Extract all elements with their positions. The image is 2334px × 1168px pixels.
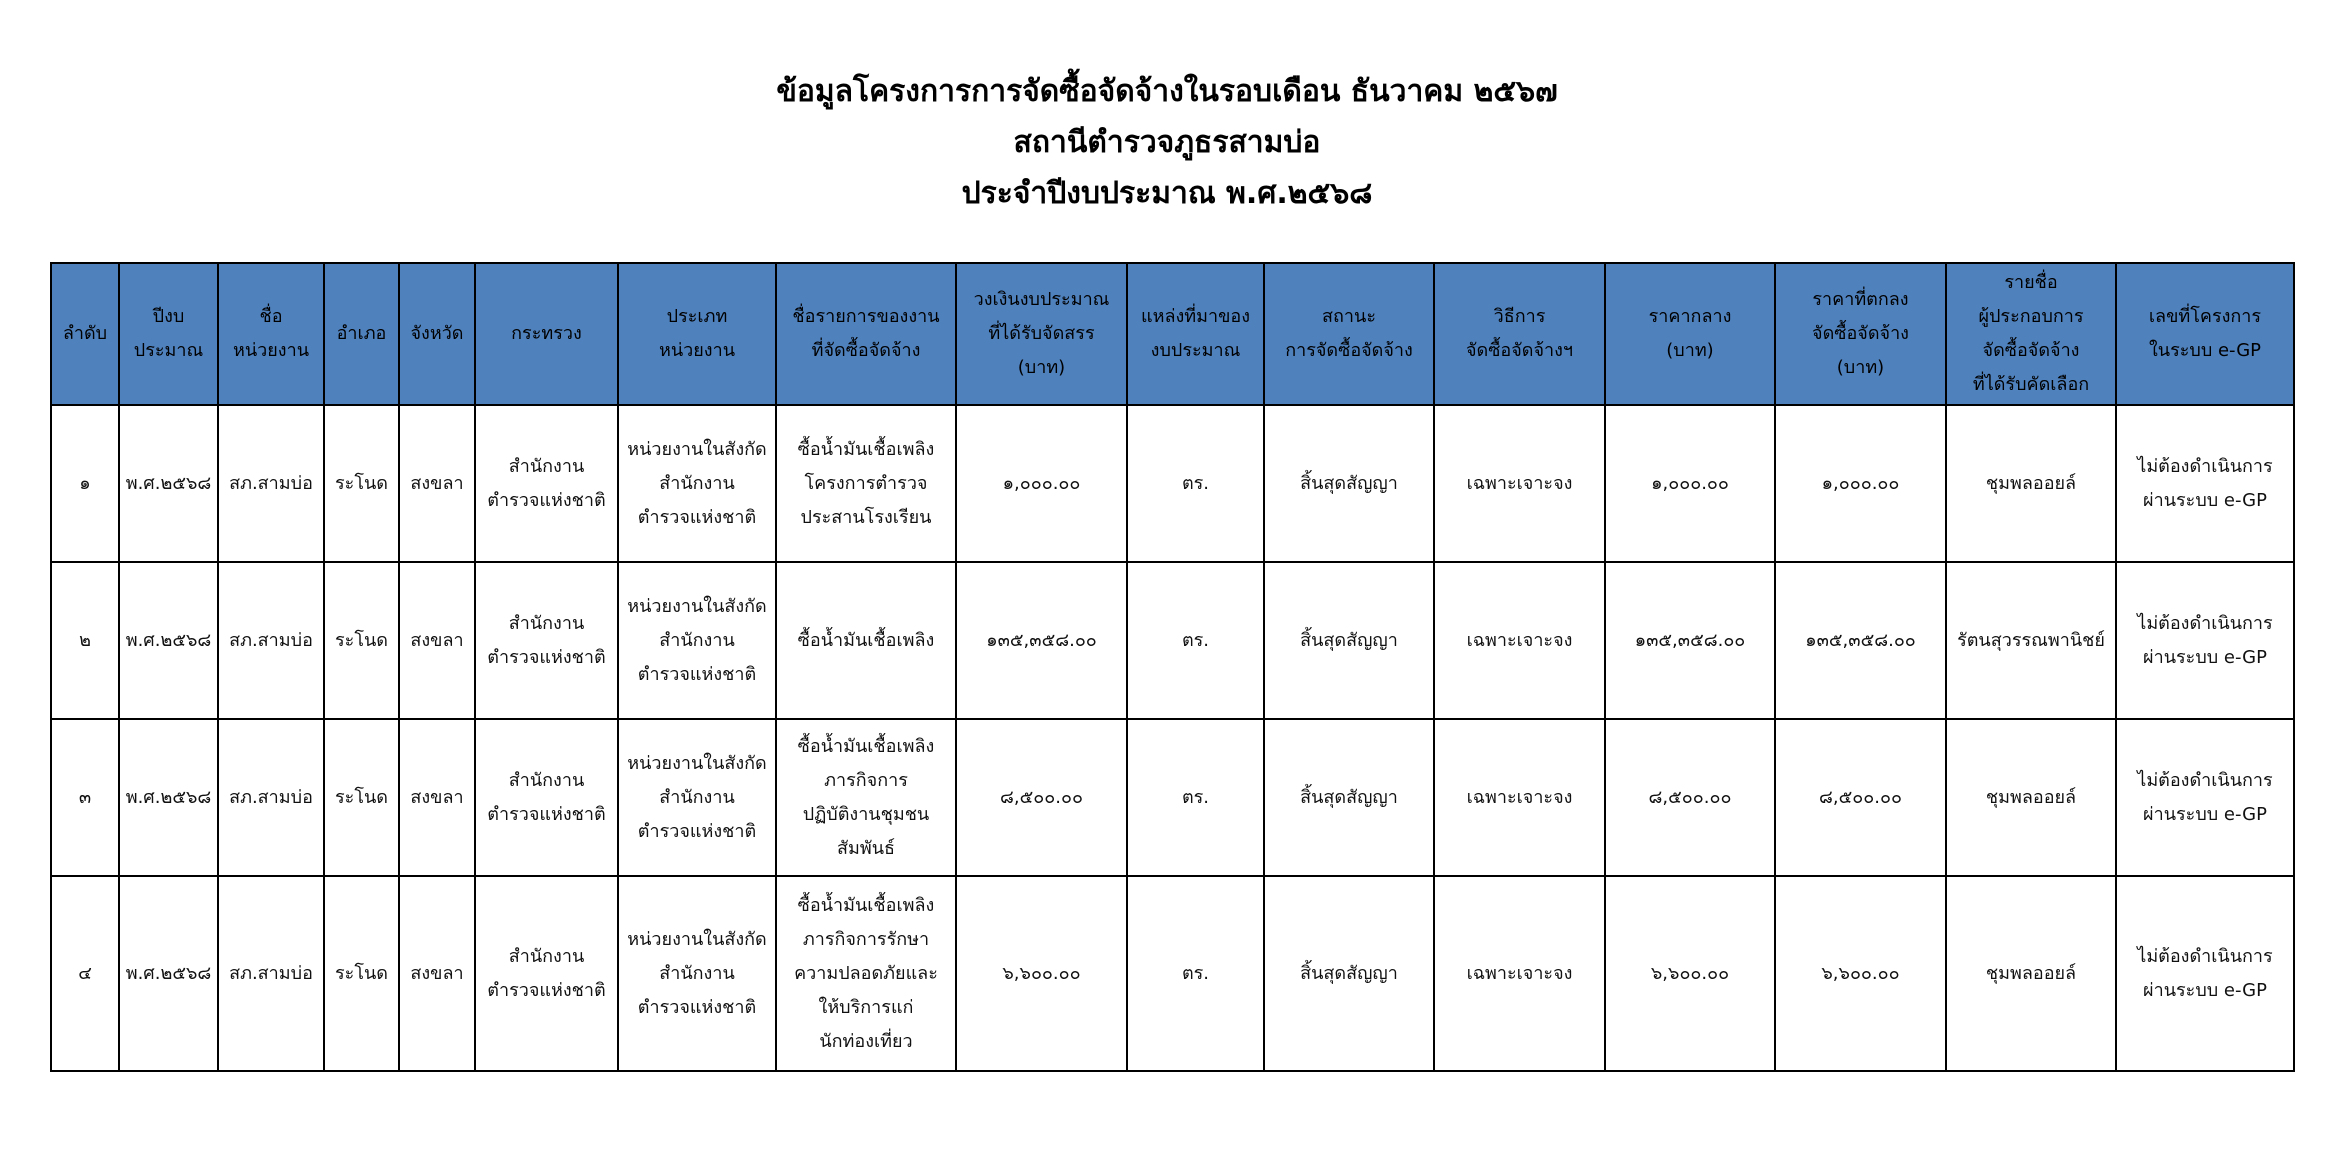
cell-province: สงขลา xyxy=(399,719,475,876)
header-egp-number: เลขที่โครงการ ในระบบ e-GP xyxy=(2116,263,2294,405)
table-header-row xyxy=(51,263,2294,405)
header-agency: ชื่อ หน่วยงาน xyxy=(218,263,324,405)
fiscal-year-title: ประจำปีงบประมาณ พ.ศ.๒๕๖๘ xyxy=(961,176,1373,211)
cell-agency-type: หน่วยงานในสังกัด สำนักงาน ตำรวจแห่งชาติ xyxy=(618,876,776,1071)
cell-agreed-price: ๘,๕๐๐.๐๐ xyxy=(1775,719,1946,876)
procurement-table xyxy=(50,262,2295,1072)
cell-ministry: สำนักงาน ตำรวจแห่งชาติ xyxy=(475,405,618,562)
cell-vendor: รัตนสุวรรณพานิชย์ xyxy=(1946,562,2116,719)
document-title: ข้อมูลโครงการการจัดซื้อจัดจ้างในรอบเดือน ธันวาคม ๒๕๖๗ xyxy=(776,74,1558,109)
table-row xyxy=(51,405,2294,562)
cell-vendor: ชุมพลออยล์ xyxy=(1946,876,2116,1071)
cell-budget-source: ตร. xyxy=(1127,719,1264,876)
cell-province: สงขลา xyxy=(399,876,475,1071)
cell-status: สิ้นสุดสัญญา xyxy=(1264,876,1434,1071)
header-item: ชื่อรายการของงาน ที่จัดซื้อจัดจ้าง xyxy=(776,263,956,405)
cell-district: ระโนด xyxy=(324,876,399,1071)
cell-agency-type: หน่วยงานในสังกัด สำนักงาน ตำรวจแห่งชาติ xyxy=(618,562,776,719)
cell-district: ระโนด xyxy=(324,405,399,562)
cell-median-price: ๑๓๕,๓๕๘.๐๐ xyxy=(1605,562,1775,719)
cell-agency: สภ.สามบ่อ xyxy=(218,876,324,1071)
header-method: วิธีการ จัดซื้อจัดจ้างฯ xyxy=(1434,263,1605,405)
cell-fiscal-year: พ.ศ.๒๕๖๘ xyxy=(119,719,218,876)
header-agency-type: ประเภท หน่วยงาน xyxy=(618,263,776,405)
cell-budget: ๑,๐๐๐.๐๐ xyxy=(956,405,1127,562)
cell-budget: ๑๓๕,๓๕๘.๐๐ xyxy=(956,562,1127,719)
header-vendor: รายชื่อ ผู้ประกอบการ จัดซื้อจัดจ้าง ที่ได้รับคัดเลือก xyxy=(1946,263,2116,405)
cell-median-price: ๖,๖๐๐.๐๐ xyxy=(1605,876,1775,1071)
cell-agency-type: หน่วยงานในสังกัด สำนักงาน ตำรวจแห่งชาติ xyxy=(618,405,776,562)
cell-no: ๓ xyxy=(51,719,119,876)
header-status: สถานะ การจัดซื้อจัดจ้าง xyxy=(1264,263,1434,405)
header-agreed-price: ราคาที่ตกลง จัดซื้อจัดจ้าง (บาท) xyxy=(1775,263,1946,405)
cell-fiscal-year: พ.ศ.๒๕๖๘ xyxy=(119,876,218,1071)
station-name: สถานีตำรวจภูธรสามบ่อ xyxy=(1013,125,1321,160)
cell-status: สิ้นสุดสัญญา xyxy=(1264,562,1434,719)
header-province: จังหวัด xyxy=(399,263,475,405)
cell-method: เฉพาะเจาะจง xyxy=(1434,562,1605,719)
cell-egp-number: ไม่ต้องดำเนินการ ผ่านระบบ e-GP xyxy=(2116,719,2294,876)
cell-province: สงขลา xyxy=(399,562,475,719)
cell-ministry: สำนักงาน ตำรวจแห่งชาติ xyxy=(475,719,618,876)
cell-agreed-price: ๖,๖๐๐.๐๐ xyxy=(1775,876,1946,1071)
cell-district: ระโนด xyxy=(324,562,399,719)
cell-budget: ๖,๖๐๐.๐๐ xyxy=(956,876,1127,1071)
cell-item: ซื้อน้ำมันเชื้อเพลิง ภารกิจการรักษา ความปลอดภัยและ ให้บริการแก่ นักท่องเที่ยว xyxy=(776,876,956,1071)
cell-agreed-price: ๑๓๕,๓๕๘.๐๐ xyxy=(1775,562,1946,719)
header-district: อำเภอ xyxy=(324,263,399,405)
cell-no: ๔ xyxy=(51,876,119,1071)
cell-vendor: ชุมพลออยล์ xyxy=(1946,719,2116,876)
document-header xyxy=(0,66,2334,219)
cell-egp-number: ไม่ต้องดำเนินการ ผ่านระบบ e-GP xyxy=(2116,562,2294,719)
cell-status: สิ้นสุดสัญญา xyxy=(1264,405,1434,562)
table-row xyxy=(51,562,2294,719)
cell-budget-source: ตร. xyxy=(1127,562,1264,719)
cell-no: ๒ xyxy=(51,562,119,719)
cell-median-price: ๘,๕๐๐.๐๐ xyxy=(1605,719,1775,876)
cell-item: ซื้อน้ำมันเชื้อเพลิง xyxy=(776,562,956,719)
cell-agency: สภ.สามบ่อ xyxy=(218,562,324,719)
cell-egp-number: ไม่ต้องดำเนินการ ผ่านระบบ e-GP xyxy=(2116,405,2294,562)
cell-budget-source: ตร. xyxy=(1127,405,1264,562)
table-row xyxy=(51,719,2294,876)
cell-method: เฉพาะเจาะจง xyxy=(1434,876,1605,1071)
cell-budget: ๘,๕๐๐.๐๐ xyxy=(956,719,1127,876)
header-no: ลำดับ xyxy=(51,263,119,405)
header-fiscal-year: ปีงบ ประมาณ xyxy=(119,263,218,405)
cell-fiscal-year: พ.ศ.๒๕๖๘ xyxy=(119,562,218,719)
cell-method: เฉพาะเจาะจง xyxy=(1434,405,1605,562)
cell-method: เฉพาะเจาะจง xyxy=(1434,719,1605,876)
table-row xyxy=(51,876,2294,1071)
header-median-price: ราคากลาง (บาท) xyxy=(1605,263,1775,405)
cell-agreed-price: ๑,๐๐๐.๐๐ xyxy=(1775,405,1946,562)
cell-no: ๑ xyxy=(51,405,119,562)
cell-fiscal-year: พ.ศ.๒๕๖๘ xyxy=(119,405,218,562)
cell-province: สงขลา xyxy=(399,405,475,562)
cell-item: ซื้อน้ำมันเชื้อเพลิง ภารกิจการ ปฏิบัติงานชุมชน สัมพันธ์ xyxy=(776,719,956,876)
cell-median-price: ๑,๐๐๐.๐๐ xyxy=(1605,405,1775,562)
cell-agency-type: หน่วยงานในสังกัด สำนักงาน ตำรวจแห่งชาติ xyxy=(618,719,776,876)
header-ministry: กระทรวง xyxy=(475,263,618,405)
cell-status: สิ้นสุดสัญญา xyxy=(1264,719,1434,876)
header-budget-source: แหล่งที่มาของ งบประมาณ xyxy=(1127,263,1264,405)
cell-ministry: สำนักงาน ตำรวจแห่งชาติ xyxy=(475,876,618,1071)
cell-agency: สภ.สามบ่อ xyxy=(218,405,324,562)
cell-item: ซื้อน้ำมันเชื้อเพลิง โครงการตำรวจ ประสานโรงเรียน xyxy=(776,405,956,562)
cell-ministry: สำนักงาน ตำรวจแห่งชาติ xyxy=(475,562,618,719)
header-budget: วงเงินงบประมาณ ที่ได้รับจัดสรร (บาท) xyxy=(956,263,1127,405)
cell-vendor: ชุมพลออยล์ xyxy=(1946,405,2116,562)
cell-agency: สภ.สามบ่อ xyxy=(218,719,324,876)
cell-egp-number: ไม่ต้องดำเนินการ ผ่านระบบ e-GP xyxy=(2116,876,2294,1071)
cell-district: ระโนด xyxy=(324,719,399,876)
cell-budget-source: ตร. xyxy=(1127,876,1264,1071)
